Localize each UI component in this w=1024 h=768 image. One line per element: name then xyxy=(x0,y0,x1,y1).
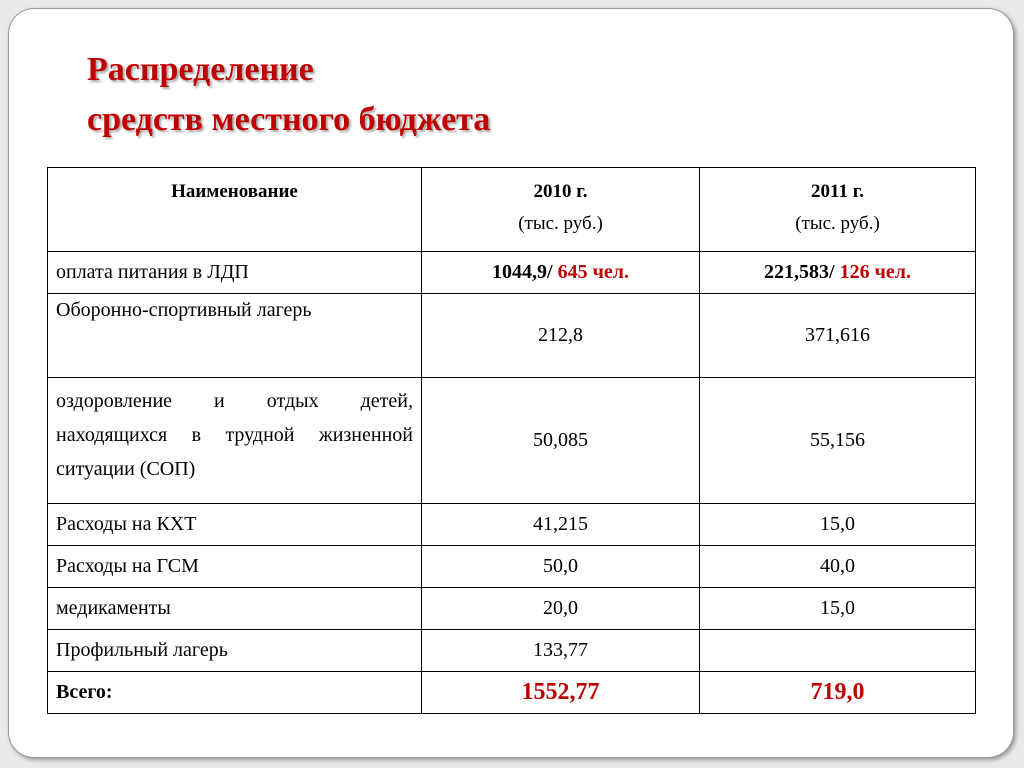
row-name: Оборонно-спортивный лагерь xyxy=(48,294,422,378)
row-value-2011: 371,616 xyxy=(700,294,976,378)
table-row xyxy=(48,294,976,378)
header-2010-unit: (тыс. руб.) xyxy=(518,213,603,234)
row-value-2011: 55,156 xyxy=(700,378,976,504)
table-row xyxy=(48,504,976,546)
budget-table xyxy=(47,167,976,714)
total-label: Всего: xyxy=(48,672,422,714)
row-value-2010: 212,8 xyxy=(422,294,700,378)
row-name: Расходы на КХТ xyxy=(48,504,422,546)
row-value-2010 xyxy=(422,252,700,294)
page-title xyxy=(87,45,490,145)
table-total-row xyxy=(48,672,976,714)
table-row xyxy=(48,378,976,504)
header-2011-unit: (тыс. руб.) xyxy=(795,213,880,234)
table-row xyxy=(48,252,976,294)
row-value-2010: 50,085 xyxy=(422,378,700,504)
row-value-2011 xyxy=(700,630,976,672)
value-2010: 1044,9/ xyxy=(492,261,553,283)
total-value-2010: 1552,77 xyxy=(422,672,700,714)
title-line-1: Распределение xyxy=(87,51,314,88)
table-row xyxy=(48,546,976,588)
total-value-2011: 719,0 xyxy=(700,672,976,714)
row-value-2011: 40,0 xyxy=(700,546,976,588)
people-count-2010: 645 чел. xyxy=(552,261,629,283)
row-value-2011 xyxy=(700,252,976,294)
people-count-2011: 126 чел. xyxy=(834,261,911,283)
row-name: оздоровление и отдых детей, находящихся в трудной жизненной ситуации (СОП) xyxy=(48,378,422,504)
row-value-2010: 50,0 xyxy=(422,546,700,588)
header-2010 xyxy=(422,168,700,252)
row-value-2010: 133,77 xyxy=(422,630,700,672)
table-header-row xyxy=(48,168,976,252)
row-value-2010: 20,0 xyxy=(422,588,700,630)
table-row xyxy=(48,588,976,630)
row-value-2011: 15,0 xyxy=(700,504,976,546)
row-value-2010: 41,215 xyxy=(422,504,700,546)
row-name: медикаменты xyxy=(48,588,422,630)
row-name: Расходы на ГСМ xyxy=(48,546,422,588)
table-row xyxy=(48,630,976,672)
value-2011: 221,583/ xyxy=(764,261,835,283)
row-name: оплата питания в ЛДП xyxy=(48,252,422,294)
title-line-2: средств местного бюджета xyxy=(87,101,491,138)
row-value-2011: 15,0 xyxy=(700,588,976,630)
row-name: Профильный лагерь xyxy=(48,630,422,672)
header-name: Наименование xyxy=(48,168,422,252)
header-2011-year: 2011 г. xyxy=(811,181,864,202)
header-2011 xyxy=(700,168,976,252)
header-2010-year: 2010 г. xyxy=(533,181,588,202)
